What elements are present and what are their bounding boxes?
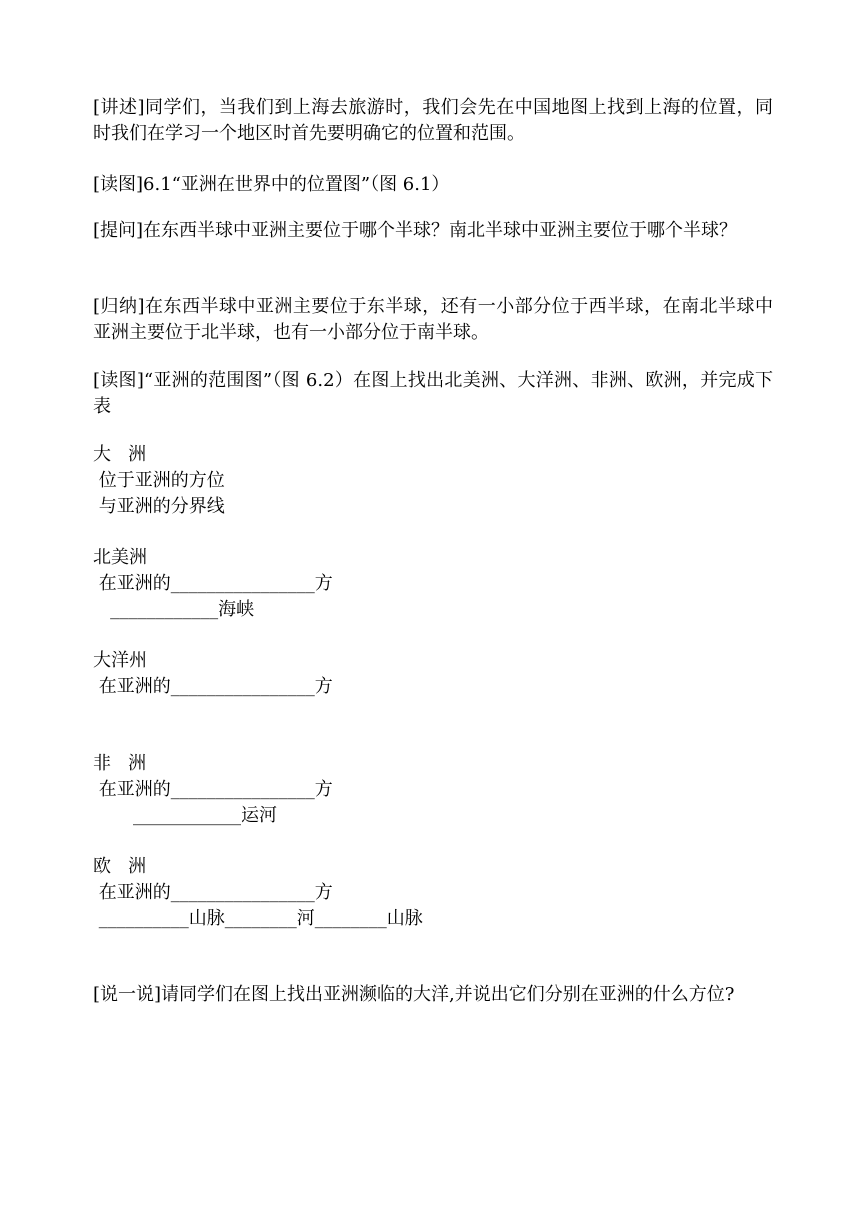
row-boundary-blank: __________山脉________河________山脉: [93, 908, 423, 929]
row-continent-name: 非 洲: [93, 753, 147, 774]
row-position-blank: 在亚洲的________________方: [93, 676, 333, 697]
row-continent-name: 欧 洲: [93, 856, 147, 877]
header-boundary: 与亚洲的分界线: [93, 496, 225, 517]
row-position-blank: 在亚洲的________________方: [93, 779, 333, 800]
header-continent: 大 洲: [93, 444, 147, 465]
row-continent-name: 北美洲: [93, 547, 147, 568]
row-position-blank: 在亚洲的________________方: [93, 882, 333, 903]
paragraph-narration: [讲述]同学们，当我们到上海去旅游时，我们会先在中国地图上找到上海的位置，同时我们在学习一个地区时首先要明确它的位置和范围。: [93, 97, 773, 144]
row-boundary-blank: ____________海峡: [93, 599, 255, 620]
paragraph-summary: [归纳]在东西半球中亚洲主要位于东半球，还有一小部分位于西半球，在南北半球中亚洲主要位于北半球，也有一小部分位于南半球。: [93, 296, 773, 343]
paragraph-discussion: [说一说]请同学们在图上找出亚洲濒临的大洋,并说出它们分别在亚洲的什么方位?: [93, 984, 735, 1005]
paragraph-read-figure-6-2: [读图]“亚洲的范围图”（图 6.2）在图上找出北美洲、大洋洲、非洲、欧洲，并完成下表: [93, 370, 773, 417]
paragraph-question: [提问]在东西半球中亚洲主要位于哪个半球？南北半球中亚洲主要位于哪个半球？: [93, 220, 738, 241]
row-continent-name: 大洋州: [93, 650, 147, 671]
row-boundary-blank: ____________运河: [93, 805, 278, 826]
header-position: 位于亚洲的方位: [93, 470, 225, 491]
row-position-blank: 在亚洲的________________方: [93, 573, 333, 594]
paragraph-read-figure-6-1: [读图]6.1“亚洲在世界中的位置图”（图 6.1）: [93, 174, 450, 195]
